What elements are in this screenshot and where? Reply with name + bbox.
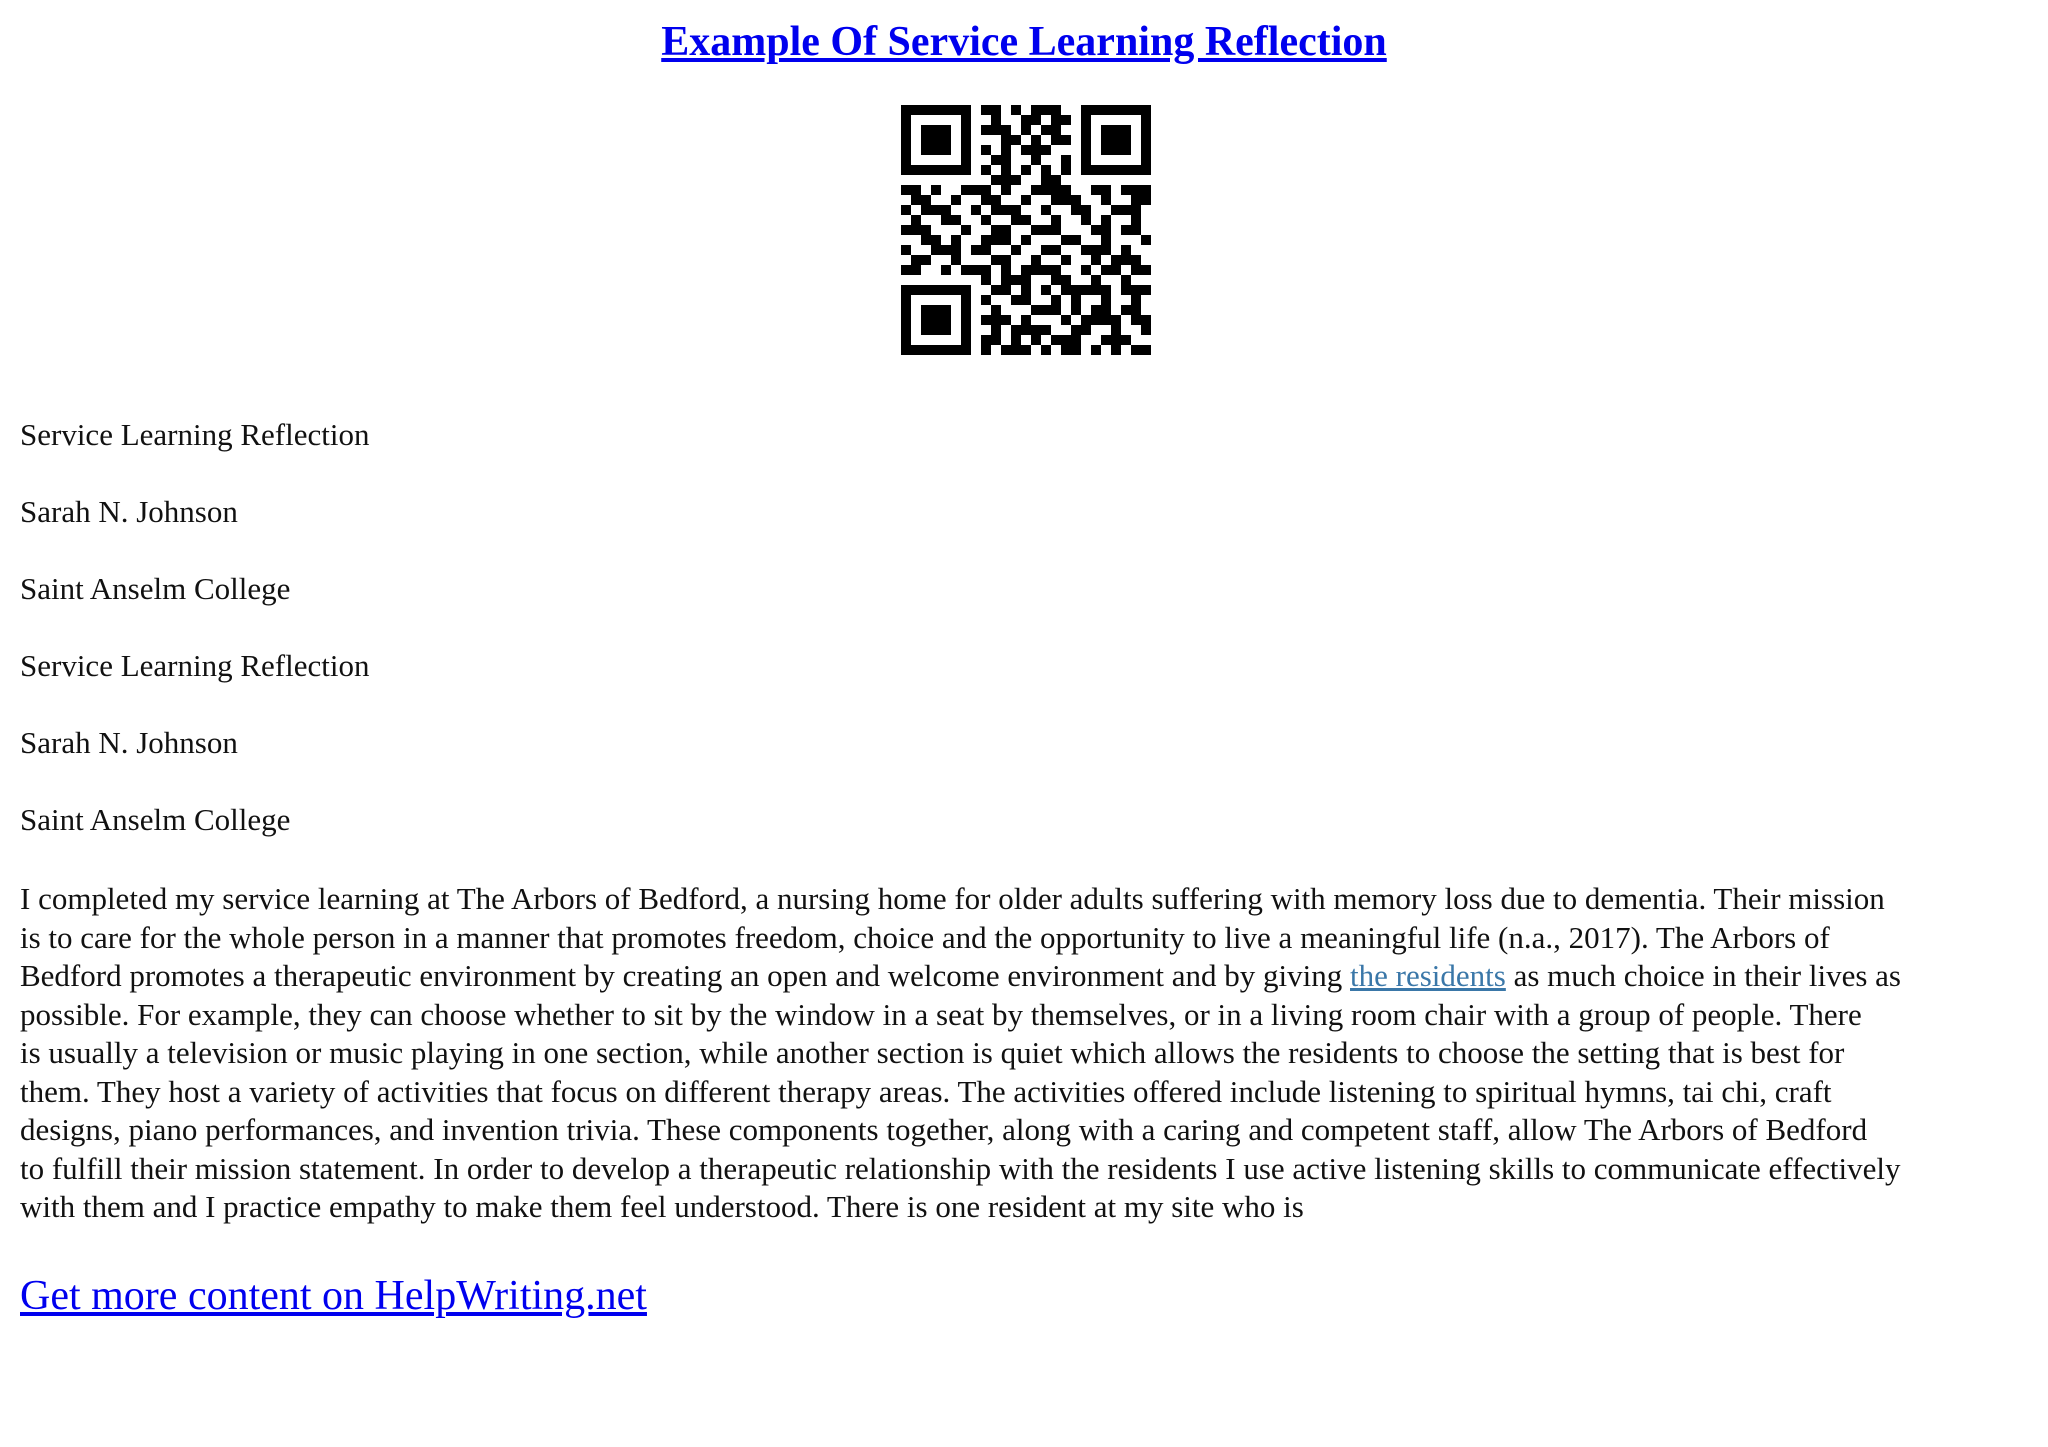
page-title-link[interactable]: Example Of Service Learning Reflection	[661, 19, 1387, 65]
body-line: them. They host a variety of activities that focus on different therapy areas. The activities offered include listening to spiritual hymns, tai chi, craft	[20, 1073, 1832, 1109]
body-line: is usually a television or music playing in one section, while another section is quiet which allows the residents to choose the setting that is best for	[20, 1035, 1845, 1070]
body-line: is to care for the whole person in a manner that promotes freedom, choice and the opportunity to live a meaningful life (n.a., 2017). The Arbors of	[20, 919, 1830, 955]
body-line: I completed my service learning at The Arbors of Bedford, a nursing home for older adults suffering with memory loss due to dementia. Their mission	[20, 881, 1885, 916]
document-title-line: Service Learning Reflection	[20, 648, 370, 683]
author-line: Sarah N. Johnson	[20, 494, 238, 529]
heading-lines	[20, 416, 2030, 878]
title-container	[0, 18, 2048, 66]
body-paragraph	[20, 880, 2030, 1227]
qr-code-image	[901, 105, 1151, 355]
body-line	[20, 957, 2030, 996]
get-more-content-link[interactable]: Get more content on HelpWriting.net	[20, 1273, 647, 1319]
body-line: with them and I practice empathy to make them feel understood. There is one resident at my site who is	[20, 1189, 1304, 1224]
body-text-segment: Bedford promotes a therapeutic environment by creating an open and welcome environment and by giving	[20, 958, 1351, 993]
residents-link[interactable]: the residents	[1350, 958, 1506, 993]
body-line: to fulfill their mission statement. In order to develop a therapeutic relationship with the residents I use active listening skills to communicate effectively	[20, 1150, 1901, 1186]
body-line: designs, piano performances, and invention trivia. These components together, along with a caring and competent staff, allow The Arbors of Bedford	[20, 1112, 1868, 1147]
institution-line: Saint Anselm College	[20, 571, 291, 606]
document-title-line: Service Learning Reflection	[20, 417, 370, 452]
body-line: possible. For example, they can choose whether to sit by the window in a seat by themselves, or in a living room chair with a group of people. There	[20, 996, 1862, 1032]
author-line: Sarah N. Johnson	[20, 725, 238, 760]
institution-line: Saint Anselm College	[20, 802, 291, 837]
body-text-segment: as much choice in their lives as	[1505, 958, 1901, 993]
